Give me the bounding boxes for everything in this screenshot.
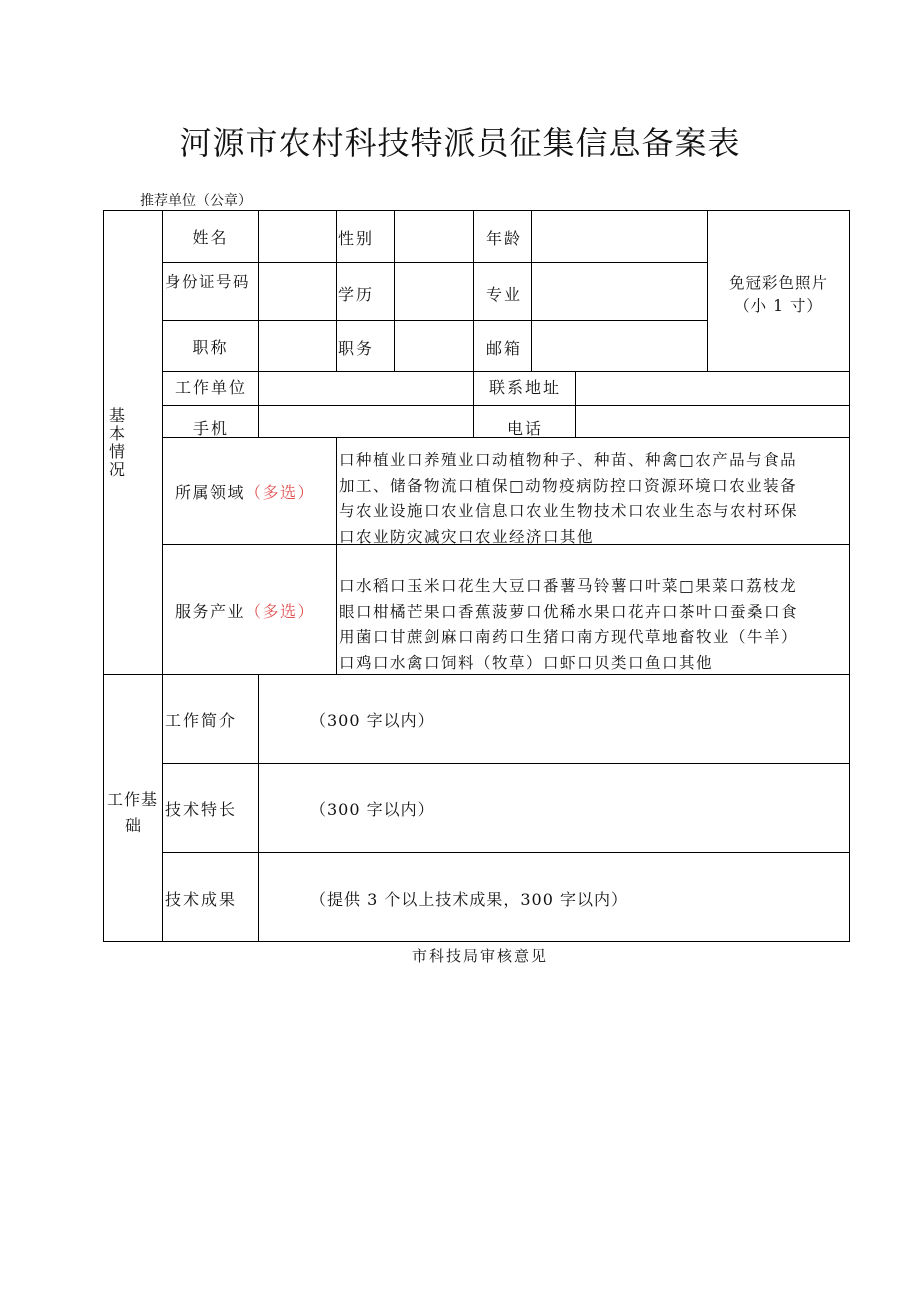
page-title: 河源市农村科技特派员征集信息备案表 bbox=[179, 124, 741, 162]
recommend-unit-label: 推荐单位（公章） bbox=[140, 193, 252, 209]
name-field[interactable] bbox=[259, 211, 336, 262]
age-field[interactable] bbox=[532, 211, 707, 262]
position-field[interactable] bbox=[395, 321, 473, 371]
gender-field[interactable] bbox=[395, 211, 473, 262]
education-field[interactable] bbox=[395, 263, 473, 320]
field-options-line: 与农业设施口农业信息口农业生物技术口农业生态与农村环保 bbox=[339, 502, 799, 520]
position-label: 职务 bbox=[338, 339, 375, 358]
professional-title-field[interactable] bbox=[259, 321, 336, 371]
field-label bbox=[175, 480, 315, 503]
address-field[interactable] bbox=[576, 372, 849, 405]
industry-label-text: 服务产业 bbox=[175, 602, 246, 621]
work-intro-label: 工作简介 bbox=[165, 711, 238, 730]
industry-multi-select-note: （多选） bbox=[245, 602, 316, 621]
phone-label: 电话 bbox=[507, 419, 544, 438]
field-options-line: 加工、储备物流口植保□动物疫病防控口资源环境口农业装备 bbox=[339, 476, 798, 495]
work-intro-hint[interactable]: （300 字以内） bbox=[310, 711, 435, 730]
mobile-label: 手机 bbox=[193, 419, 230, 438]
address-label: 联系地址 bbox=[489, 378, 562, 397]
field-options-line: 口农业防灾减灾口农业经济口其他 bbox=[339, 527, 595, 546]
review-opinion-label: 市科技局审核意见 bbox=[411, 947, 548, 965]
photo-instruction-line1: 免冠彩色照片 bbox=[728, 274, 828, 292]
field-label-text: 所属领域 bbox=[175, 483, 246, 502]
gender-label: 性别 bbox=[338, 229, 375, 248]
industry-options-line: 眼口柑橘芒果口香蕉菠萝口优稀水果口花卉口茶叶口蚕桑口食 bbox=[339, 602, 799, 621]
id-number-label: 身份证号码 bbox=[165, 273, 251, 291]
industry-options-line: 用菌口甘蔗剑麻口南药口生猪口南方现代草地畜牧业（牛羊） bbox=[339, 628, 799, 646]
industry-label bbox=[175, 599, 315, 622]
major-field[interactable] bbox=[532, 263, 707, 320]
tech-skill-label: 技术特长 bbox=[165, 800, 238, 819]
field-options-line: 口种植业口养殖业口动植物种子、种苗、种禽□农产品与食品 bbox=[339, 451, 798, 469]
major-label: 专业 bbox=[486, 285, 523, 304]
field-multi-select-note: （多选） bbox=[245, 483, 316, 502]
id-number-field[interactable] bbox=[259, 263, 336, 320]
tech-skill-hint[interactable]: （300 字以内） bbox=[310, 800, 435, 819]
mobile-field[interactable] bbox=[259, 406, 473, 437]
education-label: 学历 bbox=[338, 285, 375, 304]
section-work-basis-label-line1: 工作基 bbox=[107, 790, 159, 809]
email-label: 邮箱 bbox=[486, 339, 523, 358]
industry-options[interactable] bbox=[339, 574, 798, 676]
phone-field[interactable] bbox=[576, 406, 849, 437]
employer-field[interactable] bbox=[259, 372, 473, 405]
field-options[interactable] bbox=[339, 448, 798, 550]
name-label: 姓名 bbox=[192, 228, 229, 247]
tech-result-hint[interactable]: （提供 3 个以上技术成果，300 字以内） bbox=[310, 890, 628, 909]
email-field[interactable] bbox=[532, 321, 707, 371]
employer-label: 工作单位 bbox=[175, 378, 248, 397]
section-work-basis-label-line2: 础 bbox=[125, 816, 144, 835]
industry-options-line: 口鸡口水禽口饲料（牧草）口虾口贝类口鱼口其他 bbox=[339, 653, 714, 672]
tech-result-label: 技术成果 bbox=[165, 890, 238, 909]
section-basic-info-label: 基本情况 bbox=[108, 406, 125, 479]
age-label: 年龄 bbox=[486, 229, 523, 248]
professional-title-label: 职称 bbox=[192, 337, 229, 357]
industry-options-line: 口水稻口玉米口花生大豆口番薯马铃薯口叶菜□果菜口荔枝龙 bbox=[339, 577, 798, 595]
photo-instruction-line2: （小 1 寸） bbox=[734, 297, 823, 315]
